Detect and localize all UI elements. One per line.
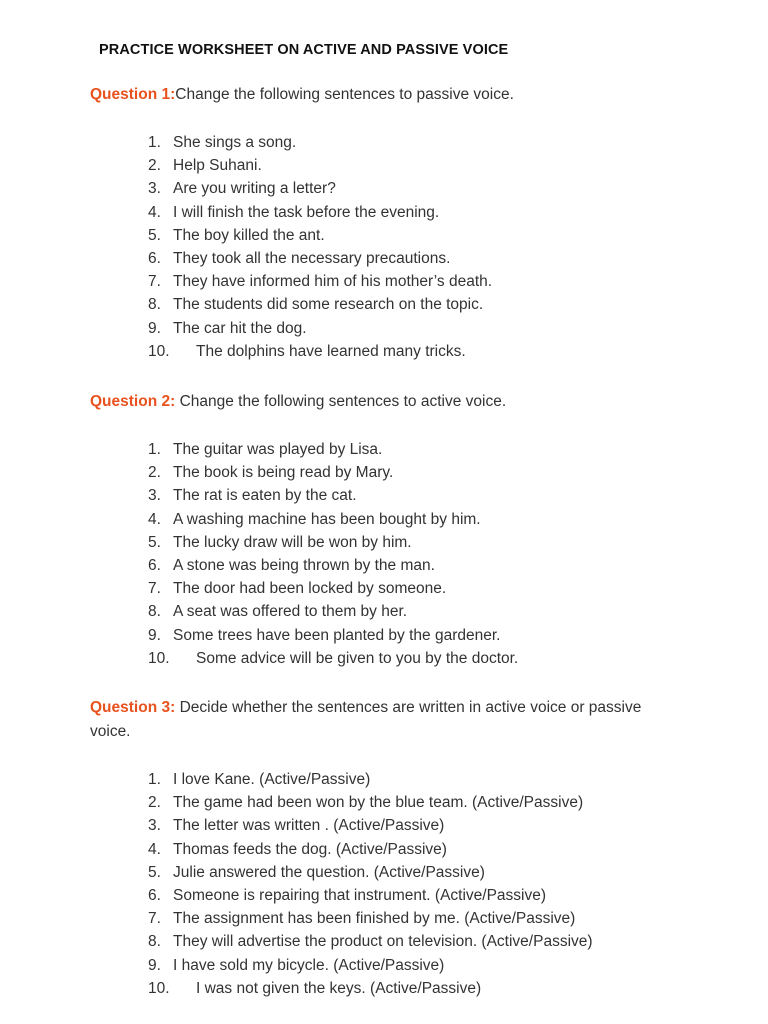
list-item xyxy=(148,317,492,340)
question-3-list xyxy=(148,768,593,1000)
question-3-prompt xyxy=(90,696,680,744)
list-item xyxy=(148,624,518,647)
item-text: The boy killed the ant. xyxy=(173,226,325,244)
item-text: I was not given the keys. (Active/Passive) xyxy=(196,979,482,997)
item-text: They have informed him of his mother’s death. xyxy=(173,273,493,291)
item-number: 4. xyxy=(148,203,161,221)
item-text: The dolphins have learned many tricks. xyxy=(196,342,466,360)
list-item xyxy=(148,930,593,953)
list-item xyxy=(148,224,492,247)
item-number: 3. xyxy=(148,817,161,835)
item-text: The letter was written . (Active/Passive) xyxy=(173,817,445,835)
list-item xyxy=(148,954,593,977)
item-number: 10. xyxy=(148,342,170,360)
item-number: 2. xyxy=(148,157,161,175)
list-item xyxy=(148,177,492,200)
item-number: 9. xyxy=(148,319,161,337)
item-text: She sings a song. xyxy=(173,134,297,151)
item-text: The door had been locked by someone. xyxy=(173,580,447,598)
list-item xyxy=(148,791,593,814)
item-text: Thomas feeds the dog. (Active/Passive) xyxy=(173,840,447,858)
list-item xyxy=(148,201,492,224)
item-number: 1. xyxy=(148,441,161,458)
list-item xyxy=(148,814,593,837)
list-item xyxy=(148,577,518,600)
item-number: 6. xyxy=(148,249,161,267)
item-text: They took all the necessary precautions. xyxy=(173,249,451,267)
list-item xyxy=(148,438,518,461)
item-number: 7. xyxy=(148,910,161,928)
item-number: 5. xyxy=(148,533,161,551)
item-text: The guitar was played by Lisa. xyxy=(173,441,383,458)
item-text: The car hit the dog. xyxy=(173,319,307,337)
list-item xyxy=(148,977,593,1000)
item-number: 5. xyxy=(148,226,161,244)
item-number: 2. xyxy=(148,794,161,812)
item-text: Some trees have been planted by the gardener. xyxy=(173,626,501,644)
item-number: 8. xyxy=(148,603,161,621)
list-item xyxy=(148,907,593,930)
list-item xyxy=(148,270,492,293)
item-number: 10. xyxy=(148,979,170,997)
item-number: 8. xyxy=(148,933,161,951)
item-number: 7. xyxy=(148,580,161,598)
item-number: 5. xyxy=(148,863,161,881)
item-number: 3. xyxy=(148,487,161,505)
list-item xyxy=(148,461,518,484)
item-number: 8. xyxy=(148,296,161,314)
question-3-text: Decide whether the sentences are written in active voice or passive voice. xyxy=(90,699,642,740)
item-number: 4. xyxy=(148,840,161,858)
item-text: The students did some research on the topic. xyxy=(173,296,484,314)
item-text: A seat was offered to them by her. xyxy=(173,603,408,621)
item-number: 9. xyxy=(148,626,161,644)
item-text: The rat is eaten by the cat. xyxy=(173,487,357,505)
list-item xyxy=(148,154,492,177)
question-2-prompt xyxy=(90,390,690,414)
item-number: 3. xyxy=(148,180,161,198)
item-number: 1. xyxy=(148,134,161,151)
list-item xyxy=(148,340,492,363)
question-1-label: Question 1: xyxy=(90,86,176,103)
item-number: 1. xyxy=(148,771,161,788)
list-item xyxy=(148,647,518,670)
item-text: The book is being read by Mary. xyxy=(173,464,394,482)
item-text: Are you writing a letter? xyxy=(173,180,336,198)
item-text: Help Suhani. xyxy=(173,157,262,175)
item-text: I love Kane. (Active/Passive) xyxy=(173,771,371,788)
item-text: The game had been won by the blue team. (Active/Passive) xyxy=(173,794,584,812)
question-2-list xyxy=(148,438,518,670)
item-text: They will advertise the product on television. (Active/Passive) xyxy=(173,933,593,951)
item-text: I will finish the task before the evening. xyxy=(173,203,440,221)
item-text: A washing machine has been bought by him. xyxy=(173,510,481,528)
question-3-label: Question 3: xyxy=(90,699,176,716)
item-number: 10. xyxy=(148,649,170,667)
list-item xyxy=(148,884,593,907)
question-2-text: Change the following sentences to active voice. xyxy=(175,393,507,410)
item-text: The lucky draw will be won by him. xyxy=(173,533,412,551)
list-item xyxy=(148,247,492,270)
item-number: 7. xyxy=(148,273,161,291)
item-text: Some advice will be given to you by the doctor. xyxy=(196,649,519,667)
item-number: 9. xyxy=(148,956,161,974)
list-item xyxy=(148,554,518,577)
list-item xyxy=(148,293,492,316)
item-text: I have sold my bicycle. (Active/Passive) xyxy=(173,956,445,974)
item-number: 6. xyxy=(148,886,161,904)
worksheet-title: PRACTICE WORKSHEET ON ACTIVE AND PASSIVE VOICE xyxy=(99,42,509,58)
item-number: 4. xyxy=(148,510,161,528)
question-1-prompt xyxy=(90,83,690,107)
list-item xyxy=(148,484,518,507)
list-item xyxy=(148,531,518,554)
item-number: 2. xyxy=(148,464,161,482)
item-text: Someone is repairing that instrument. (Active/Passive) xyxy=(173,886,547,904)
list-item xyxy=(148,508,518,531)
list-item xyxy=(148,768,593,791)
list-item xyxy=(148,838,593,861)
question-1-text: Change the following sentences to passive voice. xyxy=(175,86,514,103)
item-text: Julie answered the question. (Active/Passive) xyxy=(173,863,485,881)
list-item xyxy=(148,600,518,623)
item-number: 6. xyxy=(148,556,161,574)
item-text: A stone was being thrown by the man. xyxy=(173,556,435,574)
list-item xyxy=(148,861,593,884)
question-1-list xyxy=(148,131,492,363)
question-2-label: Question 2: xyxy=(90,393,176,410)
item-text: The assignment has been finished by me. (Active/Passive) xyxy=(173,910,576,928)
list-item xyxy=(148,131,492,154)
